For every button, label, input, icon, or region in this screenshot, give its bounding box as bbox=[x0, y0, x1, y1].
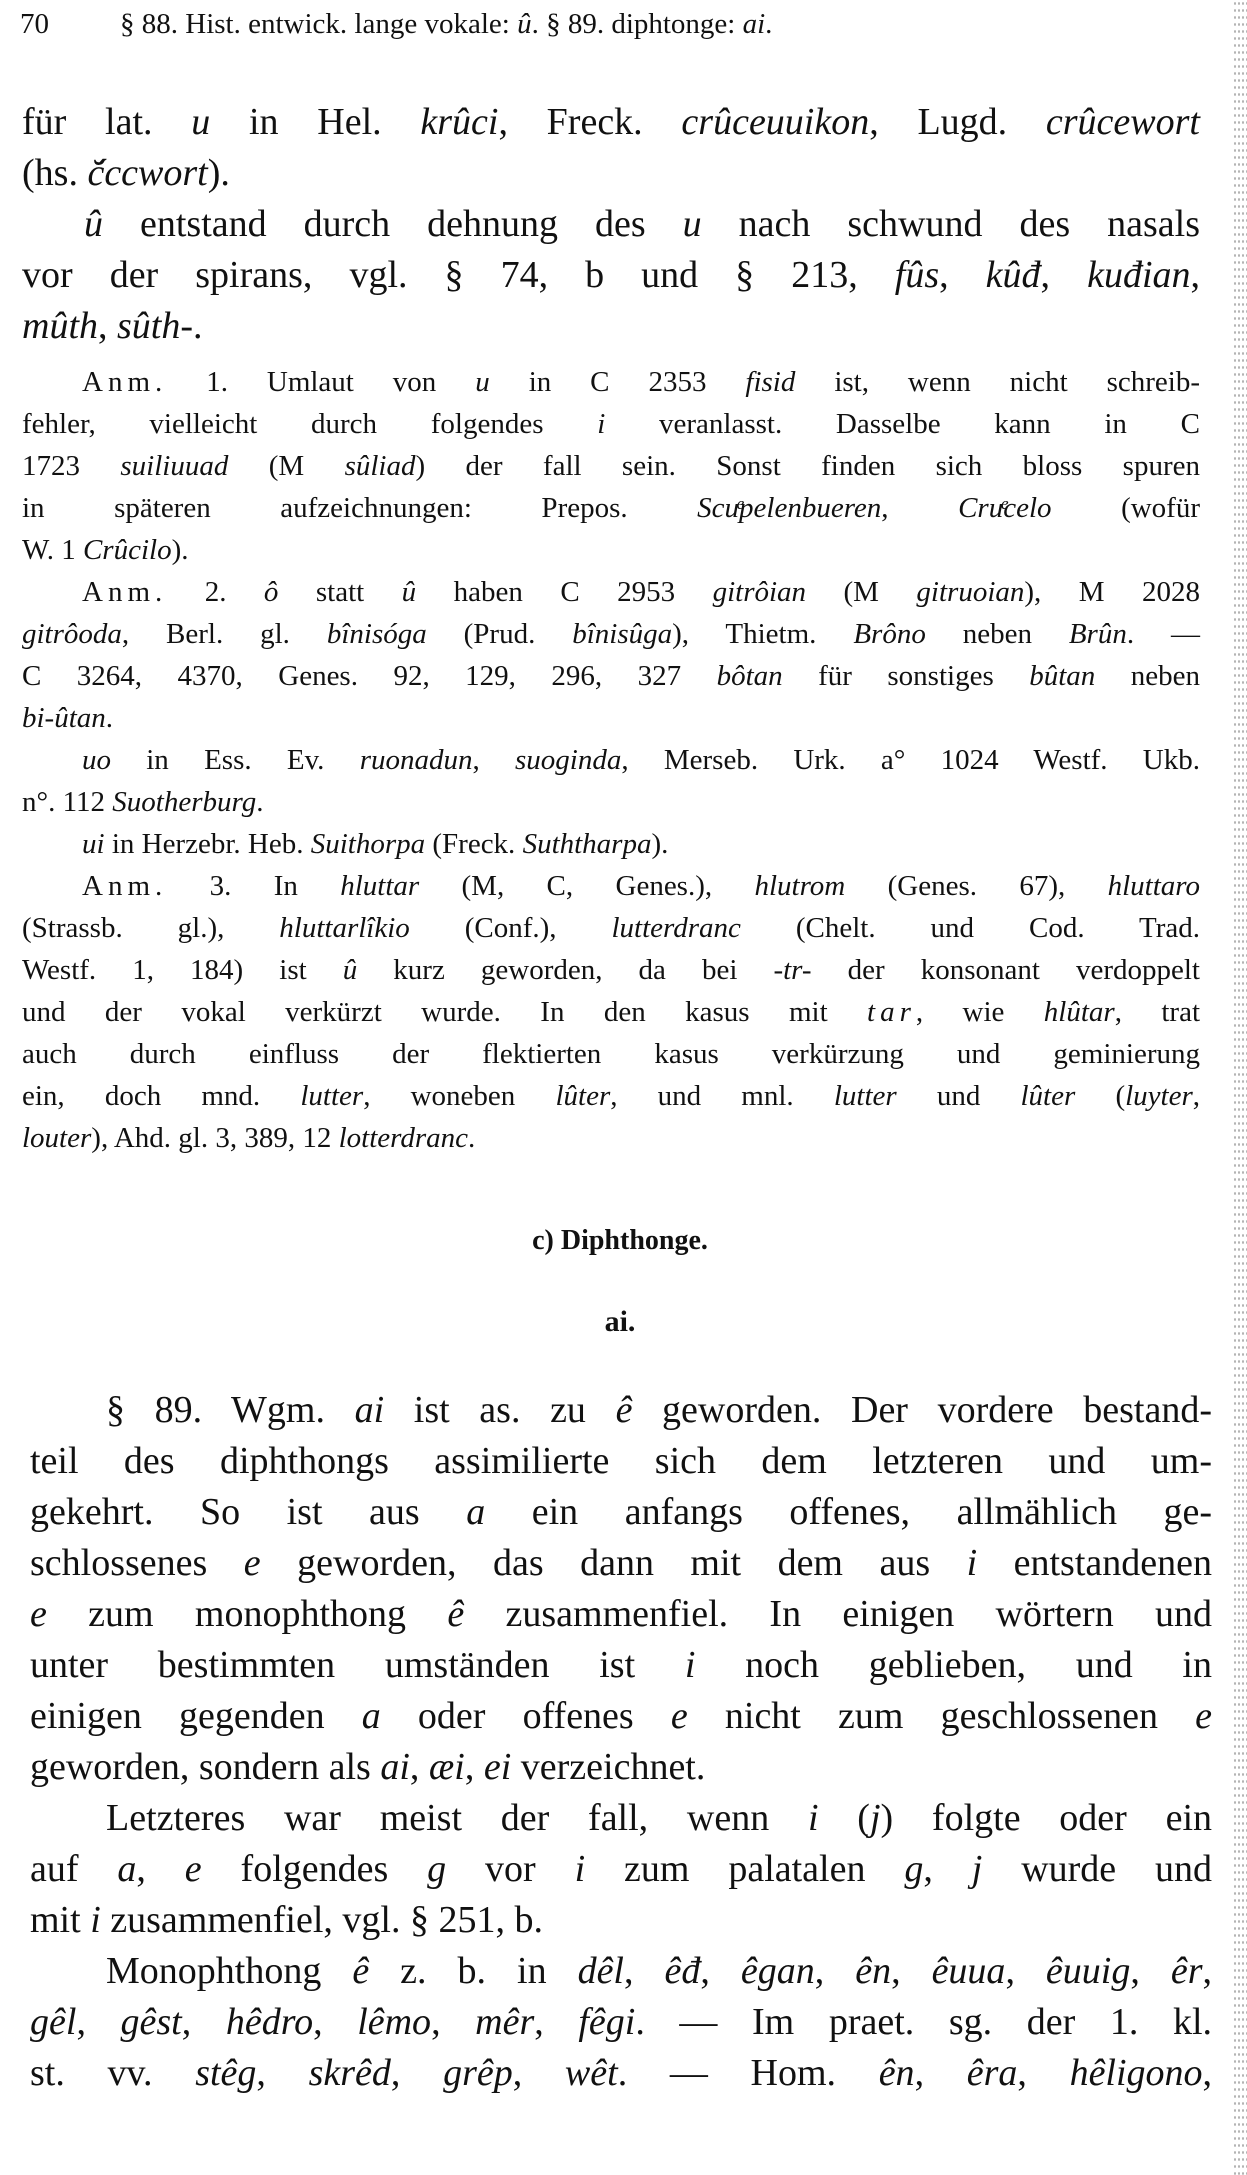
text-run: vor der spirans, vgl. § 74, b und § 213, bbox=[22, 254, 895, 296]
text-run: § 88. Hist. entwick. lange vokale: bbox=[120, 8, 518, 40]
text-run: in späteren aufzeichnungen: Prepos. bbox=[22, 492, 698, 524]
text-run: (M, C, Genes.), bbox=[419, 870, 755, 902]
text-run: in Ess. Ev. bbox=[111, 744, 360, 776]
italic-word: lûter bbox=[1020, 1080, 1076, 1112]
italic-word: g bbox=[904, 1848, 924, 1890]
text-run: , woneben bbox=[363, 1080, 556, 1112]
italic-word: lutterdranc bbox=[611, 912, 741, 944]
text-run: , bbox=[1005, 1950, 1046, 1992]
italic-word: krûci bbox=[420, 101, 499, 143]
text-line bbox=[22, 954, 1200, 987]
text-run: ). bbox=[651, 828, 669, 860]
text-run: , Freck. bbox=[498, 101, 682, 143]
text-run: . bbox=[765, 8, 773, 40]
text-run: Monophthong bbox=[106, 1950, 353, 1992]
italic-word: j bbox=[971, 1848, 983, 1890]
italic-word: i bbox=[574, 1848, 586, 1890]
italic-word: fêgi bbox=[578, 2001, 636, 2043]
text-run: (wofür bbox=[1051, 492, 1200, 524]
italic-word: lotterdranc bbox=[338, 1122, 469, 1154]
text-line bbox=[30, 1439, 1212, 1483]
italic-word: wêt bbox=[564, 2052, 618, 2094]
text-run: , bbox=[464, 1746, 484, 1788]
text-run: ist, wenn nicht schreib- bbox=[795, 366, 1200, 398]
italic-word: æi bbox=[428, 1746, 465, 1788]
text-run: , bbox=[136, 1848, 185, 1890]
italic-word: i bbox=[966, 1542, 978, 1584]
text-run: (Freck. bbox=[425, 828, 523, 860]
text-run: neben bbox=[925, 618, 1069, 650]
text-run: Anm. bbox=[82, 366, 168, 398]
italic-word: û bbox=[517, 8, 532, 40]
italic-word: Suithorpa bbox=[310, 828, 426, 860]
italic-word: suoginda bbox=[515, 744, 622, 776]
italic-word: hluttaro bbox=[1107, 870, 1200, 902]
text-line bbox=[22, 253, 1200, 297]
text-run: für lat. bbox=[22, 101, 192, 143]
text-run: (Conf.), bbox=[409, 912, 612, 944]
text-run: ), Thietm. bbox=[672, 618, 854, 650]
italic-word: Crûcilo bbox=[82, 534, 172, 566]
text-line bbox=[22, 786, 263, 819]
text-run: , bbox=[512, 2052, 565, 2094]
italic-word: ên bbox=[878, 2052, 915, 2094]
text-line bbox=[22, 304, 203, 348]
italic-word: ê bbox=[615, 1389, 633, 1431]
text-line bbox=[22, 1122, 475, 1155]
text-line bbox=[22, 660, 1200, 693]
text-line bbox=[22, 100, 1200, 144]
text-run: zusammenfiel. In einigen wörtern und bbox=[464, 1593, 1212, 1635]
italic-word: hlûtar bbox=[1043, 996, 1115, 1028]
text-run: nach schwund des nasals bbox=[701, 203, 1200, 245]
italic-word: Brôno bbox=[853, 618, 926, 650]
text-run: Anm. bbox=[82, 870, 168, 902]
italic-word: kûđ bbox=[985, 254, 1041, 296]
text-run: zusammenfiel, vgl. § 251, b. bbox=[100, 1899, 543, 1941]
text-run: . — bbox=[1126, 618, 1200, 650]
text-run: , bbox=[98, 305, 117, 347]
italic-word: fûs bbox=[894, 254, 940, 296]
page-number: 70 bbox=[20, 8, 49, 40]
text-line bbox=[22, 1038, 1200, 1071]
text-run: nicht zum geschlossenen bbox=[687, 1695, 1196, 1737]
italic-word: Scuͤpelenbueren bbox=[697, 492, 882, 524]
running-title bbox=[120, 8, 772, 41]
text-run: . bbox=[193, 305, 203, 347]
italic-word: gêl bbox=[30, 2001, 77, 2043]
italic-word: bînisûga bbox=[572, 618, 673, 650]
italic-word: e bbox=[30, 1593, 47, 1635]
text-run: gekehrt. So ist aus bbox=[30, 1491, 467, 1533]
text-run: noch geblieben, und in bbox=[695, 1644, 1212, 1686]
italic-word: u bbox=[191, 101, 211, 143]
text-run: ) folgte oder ein bbox=[880, 1797, 1212, 1839]
italic-word: êuuig bbox=[1045, 1950, 1131, 1992]
text-run: ), M 2028 bbox=[1024, 576, 1200, 608]
text-run: Letzteres war meist der fall, wenn bbox=[106, 1797, 808, 1839]
italic-word: ên bbox=[855, 1950, 892, 1992]
italic-word: a bbox=[117, 1848, 137, 1890]
italic-word: e bbox=[184, 1848, 202, 1890]
text-run: . bbox=[256, 786, 264, 818]
text-run: , bbox=[76, 2001, 121, 2043]
text-line bbox=[22, 534, 189, 567]
text-run: statt bbox=[278, 576, 402, 608]
text-run: haben C 2953 bbox=[416, 576, 713, 608]
text-run: auch durch einfluss der flektierten kasus verkürzung und geminierung bbox=[22, 1038, 1200, 1070]
text-run: n°. 112 bbox=[22, 786, 113, 818]
text-run: , bbox=[390, 2052, 444, 2094]
text-line bbox=[22, 492, 1200, 525]
italic-word: bûtan bbox=[1029, 660, 1096, 692]
italic-word: bôtan bbox=[716, 660, 783, 692]
text-run: entstandenen bbox=[977, 1542, 1212, 1584]
italic-word: lûter bbox=[555, 1080, 611, 1112]
text-run: , Berl. gl. bbox=[121, 618, 327, 650]
italic-word: sûliad bbox=[344, 450, 416, 482]
text-run: teil des diphthongs assimilierte sich dem letzteren und um- bbox=[30, 1440, 1212, 1482]
text-run: 1723 bbox=[22, 450, 121, 482]
italic-word: tar bbox=[867, 996, 916, 1028]
text-run: . bbox=[105, 702, 114, 734]
text-run: und bbox=[896, 1080, 1021, 1112]
text-run: Westf. 1, 184) ist bbox=[22, 954, 343, 986]
text-run: , bbox=[181, 2001, 226, 2043]
text-run: zum palatalen bbox=[585, 1848, 905, 1890]
text-run: einigen gegenden bbox=[30, 1695, 362, 1737]
italic-word: bînisóga bbox=[326, 618, 427, 650]
italic-word: -tr- bbox=[773, 954, 812, 986]
text-run: , bbox=[1202, 2052, 1213, 2094]
text-run: . — Im praet. sg. der 1. kl. bbox=[635, 2001, 1213, 2043]
italic-word: Suotherburg bbox=[112, 786, 257, 818]
italic-word: ei bbox=[483, 1746, 512, 1788]
italic-word: sûth- bbox=[117, 305, 193, 347]
italic-word: bi-ûtan bbox=[22, 702, 106, 734]
text-run: (Prud. bbox=[426, 618, 573, 650]
italic-word: grêp bbox=[443, 2052, 513, 2094]
text-line bbox=[22, 151, 230, 195]
text-run: wurde und bbox=[982, 1848, 1213, 1890]
text-line bbox=[82, 576, 1200, 609]
italic-word: hêligono bbox=[1069, 2052, 1203, 2094]
text-line bbox=[30, 1745, 705, 1789]
text-run: ( bbox=[1075, 1080, 1126, 1112]
text-run: , bbox=[256, 2052, 309, 2094]
text-line bbox=[84, 202, 1200, 246]
text-line bbox=[82, 870, 1200, 903]
text-run: 2. bbox=[167, 576, 264, 608]
text-run: Anm. bbox=[82, 576, 168, 608]
text-run: ), Ahd. gl. 3, 389, 12 bbox=[91, 1122, 339, 1154]
italic-word: êuua bbox=[931, 1950, 1006, 1992]
italic-word: mêr bbox=[475, 2001, 535, 2043]
text-run: schlossenes bbox=[30, 1542, 244, 1584]
italic-word: ai bbox=[380, 1746, 410, 1788]
text-line bbox=[22, 996, 1200, 1029]
text-run: ein, doch mnd. bbox=[22, 1080, 301, 1112]
text-line bbox=[30, 1898, 543, 1942]
text-run: , bbox=[1130, 1950, 1171, 1992]
italic-word: i bbox=[597, 408, 606, 440]
text-run: neben bbox=[1095, 660, 1200, 692]
text-run: W. 1 bbox=[22, 534, 83, 566]
text-run: (Strassb. gl.), bbox=[22, 912, 280, 944]
text-run: (Chelt. und Cod. Trad. bbox=[740, 912, 1200, 944]
italic-word: mûth bbox=[22, 305, 98, 347]
text-run: veranlasst. Dasselbe kann in C bbox=[605, 408, 1200, 440]
section-heading: c) Diphthonge. bbox=[532, 1225, 708, 1256]
text-run: , Lugd. bbox=[869, 101, 1046, 143]
text-run: ). bbox=[171, 534, 189, 566]
text-line bbox=[30, 1490, 1212, 1534]
text-run: , und mnl. bbox=[610, 1080, 834, 1112]
text-run: , bbox=[891, 1950, 932, 1992]
italic-word: e bbox=[670, 1695, 688, 1737]
text-run: fehler, vielleicht durch folgendes bbox=[22, 408, 598, 440]
text-run: kurz geworden, da bei bbox=[357, 954, 774, 986]
text-run: (M bbox=[806, 576, 917, 608]
italic-word: lutter bbox=[833, 1080, 897, 1112]
text-run: 1. Umlaut von bbox=[167, 366, 476, 398]
text-run: ist as. zu bbox=[384, 1389, 616, 1431]
italic-word: a bbox=[466, 1491, 486, 1533]
italic-word: ui bbox=[82, 828, 105, 860]
scanned-page-edge bbox=[1233, 0, 1247, 2175]
text-run: , bbox=[431, 2001, 476, 2043]
italic-word: Suththarpa bbox=[522, 828, 652, 860]
text-run: ). bbox=[207, 152, 230, 194]
italic-word: ai bbox=[354, 1389, 385, 1431]
italic-word: crûcewort bbox=[1045, 101, 1200, 143]
text-run: auf bbox=[30, 1848, 118, 1890]
text-run: , bbox=[313, 2001, 358, 2043]
text-run: oder offenes bbox=[380, 1695, 671, 1737]
text-run: ) der fall sein. Sonst finden sich bloss spuren bbox=[415, 450, 1200, 482]
text-run: C 3264, 4370, Genes. 92, 129, 296, 327 bbox=[22, 660, 717, 692]
italic-word: u bbox=[682, 203, 702, 245]
text-run: , bbox=[624, 1950, 665, 1992]
text-run: (M bbox=[228, 450, 345, 482]
text-line bbox=[30, 1847, 1212, 1891]
text-run: zum monophthong bbox=[46, 1593, 448, 1635]
text-run: in Hel. bbox=[210, 101, 421, 143]
text-run: , bbox=[1202, 1950, 1212, 1992]
text-run: , trat bbox=[1114, 996, 1200, 1028]
text-run: in Herzebr. Heb. bbox=[104, 828, 311, 860]
text-line bbox=[22, 912, 1200, 945]
italic-word: crûceuuikon bbox=[681, 101, 870, 143]
text-run: (Genes. 67), bbox=[845, 870, 1108, 902]
italic-word: fisid bbox=[745, 366, 796, 398]
italic-word: êgan bbox=[740, 1950, 815, 1992]
text-run: geworden, sondern als bbox=[30, 1746, 381, 1788]
text-run: . — Hom. bbox=[617, 2052, 879, 2094]
italic-word: û bbox=[84, 203, 103, 245]
text-run: entstand durch dehnung des bbox=[103, 203, 683, 245]
italic-word: hluttarlîkio bbox=[279, 912, 410, 944]
text-run: mit bbox=[30, 1899, 91, 1941]
text-run: , bbox=[534, 2001, 579, 2043]
italic-word: kuđian bbox=[1087, 254, 1191, 296]
italic-word: luyter bbox=[1125, 1080, 1193, 1112]
text-run: unter bestimmten umständen ist bbox=[30, 1644, 685, 1686]
italic-word: û bbox=[401, 576, 417, 608]
text-run: , bbox=[1192, 1080, 1201, 1112]
text-run: , bbox=[1190, 254, 1201, 296]
text-run: der konsonant verdoppelt bbox=[811, 954, 1200, 986]
text-run: (hs. bbox=[22, 152, 88, 194]
text-line bbox=[82, 744, 1200, 777]
italic-word: ê bbox=[352, 1950, 370, 1992]
text-line bbox=[30, 2051, 1212, 2095]
text-run: ( bbox=[818, 1797, 870, 1839]
italic-word: hêdro bbox=[225, 2001, 314, 2043]
text-run: , Merseb. Urk. a° 1024 Westf. Ukb. bbox=[621, 744, 1200, 776]
italic-word: Brûn bbox=[1068, 618, 1127, 650]
text-line bbox=[30, 1541, 1212, 1585]
text-run: , bbox=[409, 1746, 429, 1788]
text-run: verzeichnet. bbox=[511, 1746, 706, 1788]
text-line bbox=[30, 1694, 1212, 1738]
text-run: , bbox=[1017, 2052, 1070, 2094]
text-run: ein anfangs offenes, allmählich ge- bbox=[485, 1491, 1212, 1533]
italic-word: êđ bbox=[664, 1950, 701, 1992]
italic-word: Cruͤcelo bbox=[958, 492, 1052, 524]
text-line bbox=[106, 1949, 1212, 1993]
italic-word: ruonadun bbox=[359, 744, 473, 776]
italic-word: êr bbox=[1170, 1950, 1203, 1992]
text-run: st. vv. bbox=[30, 2052, 196, 2094]
italic-word: dêl bbox=[577, 1950, 624, 1992]
text-run: , bbox=[472, 744, 515, 776]
italic-word: i bbox=[90, 1899, 101, 1941]
text-line bbox=[82, 366, 1200, 399]
text-run: 3. In bbox=[167, 870, 341, 902]
text-run: folgendes bbox=[201, 1848, 428, 1890]
text-line bbox=[22, 702, 113, 735]
text-run: , bbox=[923, 1848, 972, 1890]
italic-word: gitruoian bbox=[916, 576, 1025, 608]
text-run: vor bbox=[446, 1848, 575, 1890]
italic-word: ê bbox=[447, 1593, 465, 1635]
italic-word: c̆́ccwort bbox=[87, 152, 208, 194]
italic-word: louter bbox=[22, 1122, 92, 1154]
text-run: z. b. in bbox=[369, 1950, 578, 1992]
text-run: , bbox=[1040, 254, 1088, 296]
italic-word: û bbox=[342, 954, 358, 986]
italic-word: gitrôoda bbox=[22, 618, 122, 650]
text-run: , bbox=[814, 1950, 856, 1992]
italic-word: gitrôian bbox=[712, 576, 807, 608]
italic-word: skrêd bbox=[308, 2052, 391, 2094]
text-run: , bbox=[700, 1950, 741, 1992]
text-run: geworden. Der vordere bestand- bbox=[632, 1389, 1212, 1431]
text-run: , bbox=[881, 492, 959, 524]
italic-word: a bbox=[361, 1695, 381, 1737]
text-run: und der vokal verkürzt wurde. In den kasus mit bbox=[22, 996, 868, 1028]
italic-word: êra bbox=[966, 2052, 1018, 2094]
text-line bbox=[82, 828, 668, 861]
text-run: , bbox=[914, 2052, 967, 2094]
text-line bbox=[30, 1643, 1212, 1687]
italic-word: g bbox=[427, 1848, 447, 1890]
italic-word: u bbox=[475, 366, 490, 398]
italic-word: suiliuuad bbox=[120, 450, 229, 482]
text-run: in C 2353 bbox=[489, 366, 746, 398]
text-line bbox=[30, 1592, 1212, 1636]
italic-word: ô bbox=[263, 576, 279, 608]
text-run: geworden, das dann mit dem aus bbox=[260, 1542, 967, 1584]
italic-word: uo bbox=[82, 744, 111, 776]
italic-word: i bbox=[807, 1797, 819, 1839]
text-line bbox=[22, 450, 1200, 483]
text-run: , wie bbox=[915, 996, 1044, 1028]
text-line bbox=[22, 618, 1200, 651]
text-run: . bbox=[468, 1122, 476, 1154]
italic-word: j bbox=[869, 1797, 881, 1839]
italic-word: hluttar bbox=[340, 870, 420, 902]
text-line bbox=[106, 1796, 1212, 1840]
text-run: . § 89. diphtonge: bbox=[531, 8, 743, 40]
text-run: § 89. Wgm. bbox=[106, 1389, 355, 1431]
italic-word: e bbox=[243, 1542, 261, 1584]
subsection-heading: ai. bbox=[604, 1305, 636, 1338]
text-line bbox=[22, 1080, 1200, 1113]
italic-word: i bbox=[684, 1644, 696, 1686]
text-line bbox=[22, 408, 1200, 441]
italic-word: e bbox=[1195, 1695, 1212, 1737]
text-line bbox=[30, 2000, 1212, 2044]
text-run: für sonstiges bbox=[782, 660, 1030, 692]
italic-word: lêmo bbox=[357, 2001, 432, 2043]
text-line bbox=[106, 1388, 1212, 1432]
italic-word: lutter bbox=[300, 1080, 364, 1112]
italic-word: ai bbox=[742, 8, 766, 40]
italic-word: gêst bbox=[120, 2001, 182, 2043]
italic-word: stêg bbox=[195, 2052, 257, 2094]
text-run: , bbox=[939, 254, 986, 296]
italic-word: hlutrom bbox=[754, 870, 846, 902]
